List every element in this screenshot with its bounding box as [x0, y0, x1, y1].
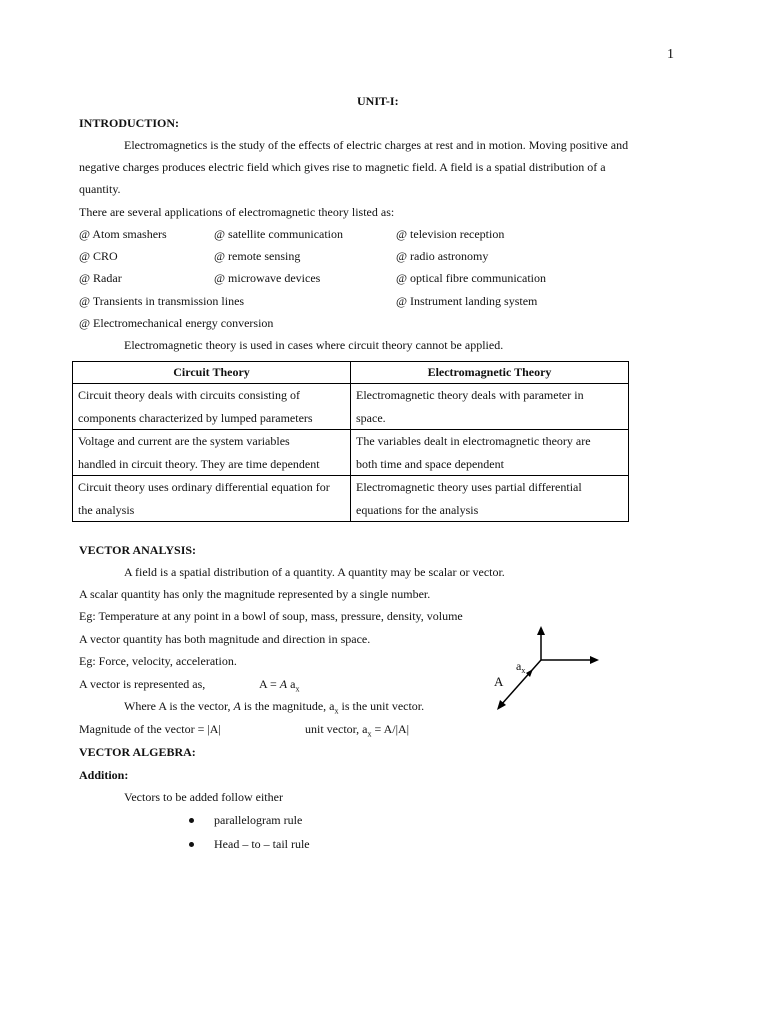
application-item: @ radio astronomy: [396, 249, 489, 263]
cell-line: Circuit theory deals with circuits consisting of: [78, 388, 300, 402]
vector-representation-text: A vector is represented as,: [79, 677, 206, 691]
table-cell: [351, 384, 629, 430]
cell-line: Circuit theory uses ordinary differential equation for: [78, 480, 330, 494]
intro-paragraph-line-1: Electromagnetics is the study of the effects of electric charges at rest and in motion. Moving positive and: [124, 138, 629, 152]
cell-line: both time and space dependent: [356, 456, 504, 471]
where-part: Where A is the vector,: [124, 699, 234, 713]
where-part: is the unit vector.: [338, 699, 425, 713]
cell-line: the analysis: [78, 502, 135, 517]
table-header-em: Electromagnetic Theory: [351, 362, 629, 384]
vector-representation-equation: [259, 677, 299, 693]
eq-magnitude: A: [279, 677, 288, 691]
comparison-table: [72, 361, 629, 522]
table-header-row: [73, 362, 629, 384]
where-part: is the magnitude, a: [240, 699, 335, 713]
vector-analysis-line-1: A field is a spatial distribution of a quantity. A quantity may be scalar or vector.: [124, 565, 505, 579]
unit-vector-text: [305, 722, 409, 738]
table-cell: [351, 430, 629, 476]
table-cell: [351, 476, 629, 522]
y-axis-arrowhead: [537, 626, 545, 635]
eq-prefix: A =: [259, 677, 280, 691]
application-item: @ Radar: [79, 271, 122, 285]
unit-heading: UNIT-I:: [357, 94, 399, 108]
vector-axes-figure: [488, 624, 608, 718]
unit-vector-part: = A/|A|: [371, 722, 410, 736]
vector-analysis-line-3: Eg: Temperature at any point in a bowl of soup, mass, pressure, density, volume: [79, 609, 463, 623]
addition-heading: Addition:: [79, 768, 129, 782]
bullet-item: parallelogram rule: [214, 813, 303, 827]
cell-line: components characterized by lumped parameters: [78, 410, 313, 425]
eq-subscript: x: [295, 684, 300, 694]
table-row: [73, 384, 629, 430]
application-item: @ optical fibre communication: [396, 271, 547, 285]
where-magnitude: A: [233, 699, 241, 713]
application-item: @ Transients in transmission lines: [79, 294, 245, 308]
intro-paragraph-line-2: negative charges produces electric field which gives rise to magnetic field. A field is a spatial distribution of a: [79, 160, 606, 174]
application-item: @ Electromechanical energy conversion: [79, 316, 274, 330]
bullet-item: Head – to – tail rule: [214, 837, 310, 851]
application-item: @ satellite communication: [214, 227, 344, 241]
vector-algebra-heading: VECTOR ALGEBRA:: [79, 745, 196, 759]
bullet-dot: [189, 842, 194, 847]
cell-line: Electromagnetic theory uses partial differential: [356, 480, 582, 494]
table-cell: [73, 430, 351, 476]
table-cell: [73, 384, 351, 430]
vector-analysis-line-4: A vector quantity has both magnitude and direction in space.: [79, 632, 371, 646]
unit-vector-part: unit vector, a: [305, 722, 368, 736]
cell-line: The variables dealt in electromagnetic theory are: [356, 434, 591, 448]
cell-line: Electromagnetic theory deals with parameter in: [356, 388, 584, 402]
label-A: A: [494, 674, 504, 689]
application-item: @ remote sensing: [214, 249, 301, 263]
bullet-dot: [189, 818, 194, 823]
cell-line: equations for the analysis: [356, 502, 479, 517]
application-item: @ Atom smashers: [79, 227, 167, 241]
application-item: @ microwave devices: [214, 271, 321, 285]
unit-vector-subscript: x: [367, 729, 372, 739]
where-subscript: x: [334, 706, 339, 716]
table-header-circuit: Circuit Theory: [73, 362, 351, 384]
application-item: @ Instrument landing system: [396, 294, 538, 308]
application-item: @ CRO: [79, 249, 118, 263]
vector-where-line: [124, 699, 424, 715]
vector-analysis-heading: VECTOR ANALYSIS:: [79, 543, 197, 557]
introduction-heading: INTRODUCTION:: [79, 116, 180, 130]
table-row: [73, 476, 629, 522]
label-ax: $a_x$: [516, 659, 526, 675]
table-row: [73, 430, 629, 476]
page-number: 1: [667, 47, 674, 62]
application-item: @ television reception: [396, 227, 505, 241]
intro-paragraph-line-3: quantity.: [79, 182, 121, 196]
magnitude-text: Magnitude of the vector = |A|: [79, 722, 221, 736]
vector-analysis-line-2: A scalar quantity has only the magnitude represented by a single number.: [79, 587, 431, 601]
cell-line: space.: [356, 410, 386, 425]
x-axis-arrowhead: [590, 656, 599, 664]
cell-line: Voltage and current are the system variables: [78, 434, 290, 448]
eq-unit: a: [287, 677, 296, 691]
em-usage-line: Electromagnetic theory is used in cases where circuit theory cannot be applied.: [124, 338, 504, 352]
addition-intro: Vectors to be added follow either: [124, 790, 283, 804]
applications-intro: There are several applications of electromagnetic theory listed as:: [79, 205, 395, 219]
cell-line: handled in circuit theory. They are time dependent: [78, 456, 320, 471]
vector-analysis-line-5: Eg: Force, velocity, acceleration.: [79, 654, 237, 668]
table-cell: [73, 476, 351, 522]
